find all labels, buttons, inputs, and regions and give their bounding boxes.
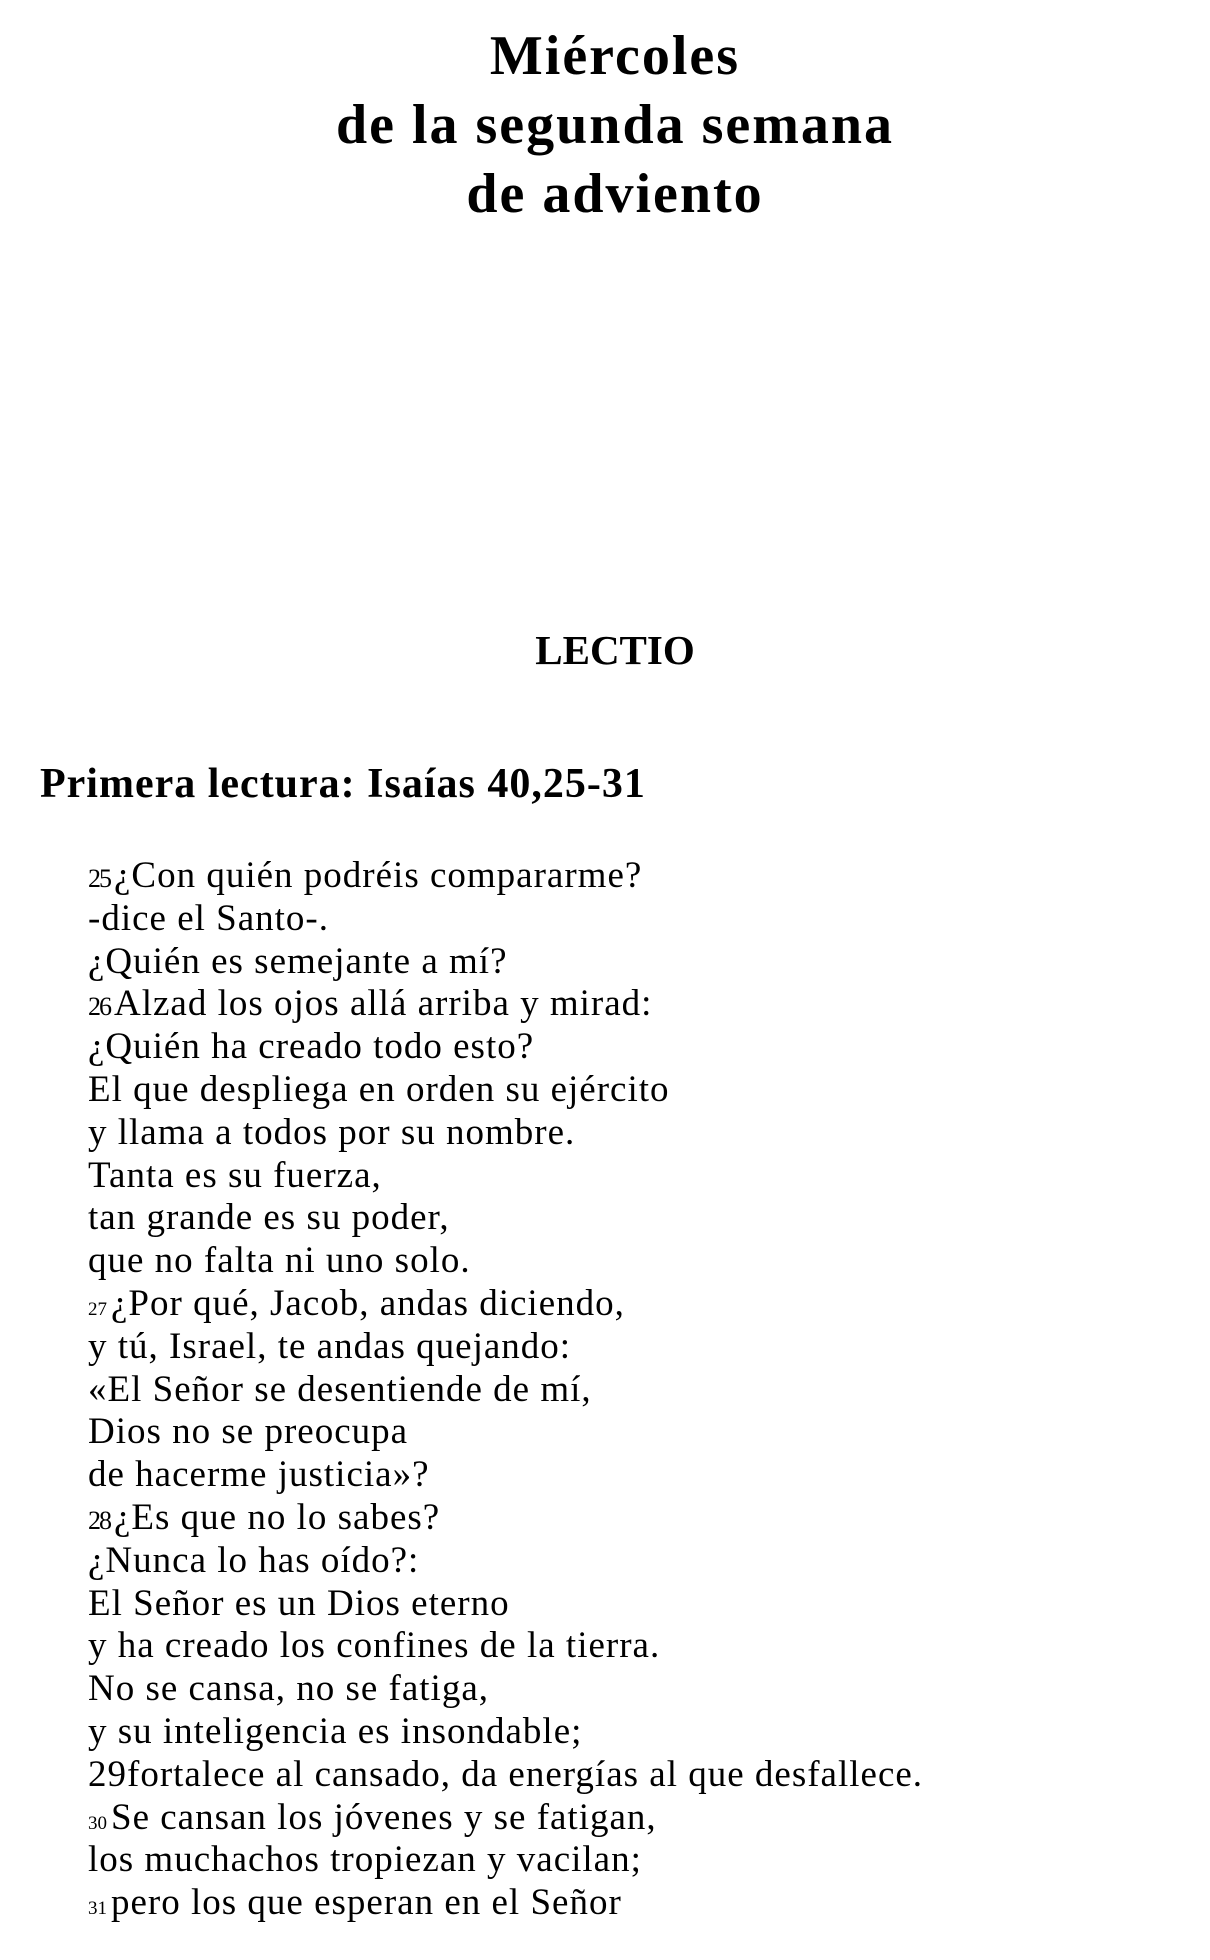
- verse-line: [88, 1454, 923, 1497]
- verse-text: -dice el Santo-.: [88, 897, 329, 939]
- verse-line: [88, 1326, 923, 1369]
- verse-text: de hacerme justicia»?: [88, 1454, 430, 1496]
- verse-text: y ha creado los confines de la tierra.: [88, 1625, 661, 1667]
- verse-number: 25: [88, 864, 110, 893]
- verse-number: 26: [88, 992, 110, 1022]
- verse-number: 31: [88, 1898, 107, 1920]
- verse-block: [88, 855, 923, 1925]
- verse-text: El que despliega en orden su ejército: [88, 1068, 670, 1110]
- verse-line: [88, 1839, 923, 1882]
- verse-text: y llama a todos por su nombre.: [88, 1111, 576, 1153]
- verse-number: 27: [88, 1298, 107, 1320]
- verse-text: ¿Por qué, Jacob, andas diciendo,: [111, 1282, 625, 1324]
- verse-text: ¿Nunca lo has oído?:: [88, 1539, 420, 1581]
- verse-text: Alzad los ojos allá arriba y mirad:: [114, 983, 653, 1025]
- verse-text: y tú, Israel, te andas quejando:: [88, 1325, 572, 1367]
- verse-line: [88, 855, 923, 898]
- verse-text: ¿Quién es semejante a mí?: [88, 940, 508, 982]
- verse-text: Se cansan los jóvenes y se fatigan,: [111, 1796, 657, 1838]
- verse-text: ¿Con quién podréis compararme?: [114, 855, 643, 896]
- verse-line: [88, 1283, 923, 1326]
- verse-line: [88, 1240, 923, 1283]
- verse-line: [88, 1197, 923, 1240]
- verse-line: [88, 1754, 923, 1797]
- verse-line: [88, 1112, 923, 1155]
- verse-text: y su inteligencia es insondable;: [88, 1710, 583, 1752]
- verse-line: [88, 1625, 923, 1668]
- verse-text: «El Señor se desentiende de mí,: [88, 1368, 592, 1410]
- reading-heading: Primera lectura: Isaías 40,25-31: [40, 761, 646, 807]
- verse-line: [88, 1411, 923, 1454]
- verse-line: [88, 1497, 923, 1540]
- verse-text: ¿Quién ha creado todo esto?: [88, 1026, 535, 1068]
- section-heading: LECTIO: [535, 627, 695, 673]
- verse-line: [88, 1583, 923, 1626]
- verse-text: ¿Es que no lo sabes?: [114, 1496, 441, 1538]
- verse-line: [88, 941, 923, 984]
- verse-line: [88, 983, 923, 1026]
- verse-line: [88, 1540, 923, 1583]
- title-line-1: Miércoles: [489, 25, 741, 87]
- verse-line: [88, 1069, 923, 1112]
- title-line-3: de adviento: [466, 163, 764, 225]
- verse-number: 30: [88, 1812, 107, 1834]
- verse-text: los muchachos tropiezan y vacilan;: [88, 1839, 642, 1881]
- verse-text: Tanta es su fuerza,: [88, 1154, 382, 1196]
- verse-line: [88, 1882, 923, 1925]
- verse-line: [88, 1711, 923, 1754]
- verse-line: [88, 1369, 923, 1412]
- verse-line: [88, 898, 923, 941]
- title-line-2: de la segunda semana: [335, 94, 895, 156]
- verse-text: pero los que esperan en el Señor: [111, 1882, 622, 1924]
- page-title: [0, 22, 1210, 229]
- verse-text: Dios no se preocupa: [88, 1411, 409, 1453]
- verse-line: [88, 1797, 923, 1840]
- verse-line: [88, 1155, 923, 1198]
- verse-number: 29: [88, 1753, 127, 1795]
- verse-line: [88, 1026, 923, 1069]
- verse-text: No se cansa, no se fatiga,: [88, 1668, 490, 1710]
- verse-line: [88, 1668, 923, 1711]
- verse-text: que no falta ni uno solo.: [88, 1240, 471, 1282]
- verse-text: El Señor es un Dios eterno: [88, 1582, 510, 1624]
- verse-text: fortalece al cansado, da energías al que desfallece.: [127, 1753, 924, 1795]
- verse-text: tan grande es su poder,: [88, 1197, 450, 1239]
- verse-number: 28: [88, 1505, 110, 1535]
